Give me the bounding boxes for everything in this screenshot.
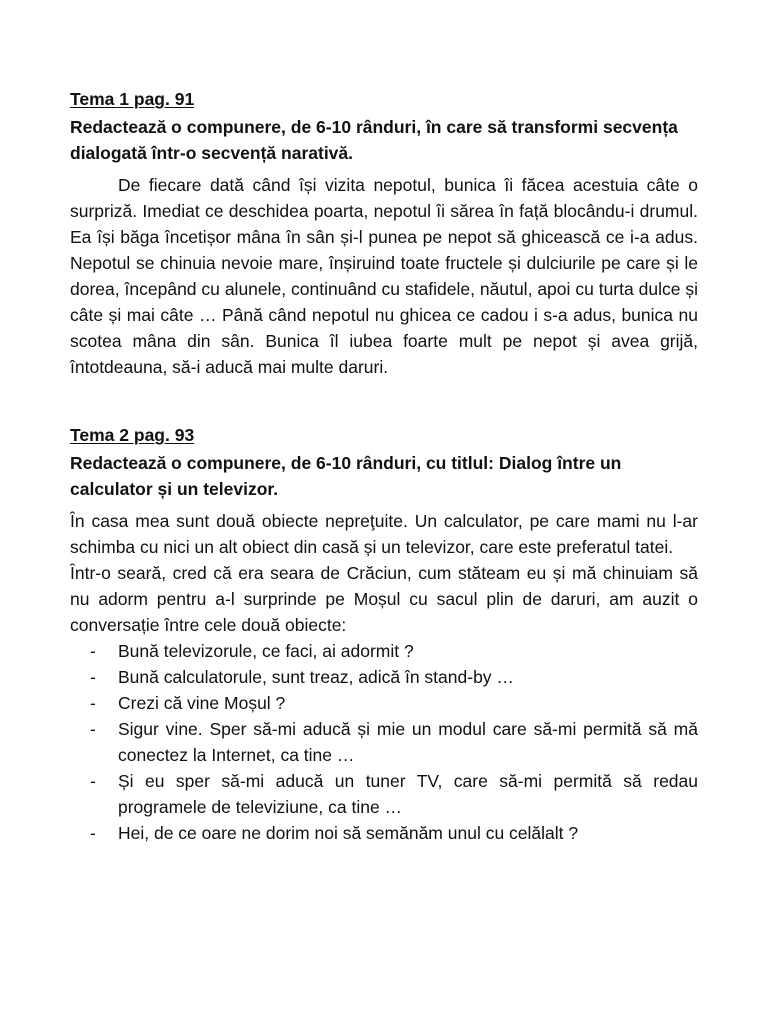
document-page (70, 86, 698, 846)
dialog-line (70, 690, 698, 716)
section-title: Tema 1 pag. 91 (70, 89, 195, 109)
section-spacer (70, 380, 698, 422)
intro-paragraph: Într-o seară, cred că era seara de Crăciun, cum stăteam eu și mă chinuiam să nu adorm pentru a-l surprinde pe Moșul cu sacul plin de daruri, am auzit o conversație între cele două obiecte: (70, 563, 698, 635)
dialog-text: Sigur vine. Sper să-mi aducă și mie un modul care să-mi permită să mă conectez la Internet, ca tine … (118, 719, 698, 765)
section-title: Tema 2 pag. 93 (70, 425, 195, 445)
dialog-text: Și eu sper să-mi aducă un tuner TV, care să-mi permită să redau programele de televiziune, ca tine … (118, 771, 698, 817)
dialog-text: Bună calculatorule, sunt treaz, adică în stand-by … (118, 667, 514, 687)
dialog-line (70, 638, 698, 664)
section-tema-1 (70, 86, 698, 380)
dialog-line (70, 716, 698, 768)
dialog-dash: - (90, 641, 96, 661)
dialog-text: Hei, de ce oare ne dorim noi să semănăm unul cu celălalt ? (118, 823, 579, 843)
dialog-line (70, 820, 698, 846)
assignment-prompt: Redactează o compunere, de 6-10 rânduri, cu titlul: Dialog între un calculator și un televizor. (70, 453, 622, 499)
dialog-list (70, 638, 698, 846)
dialog-text: Bună televizorule, ce faci, ai adormit ? (118, 641, 414, 661)
assignment-prompt: Redactează o compunere, de 6-10 rânduri, în care să transformi secvența dialogată într-o secvență narativă. (70, 117, 678, 163)
section-tema-2 (70, 422, 698, 846)
intro-paragraph: În casa mea sunt două obiecte nepreţuite. Un calculator, pe care mami nu l-ar schimba cu nici un alt obiect din casă și un televizor, care este preferatul tatei. (70, 511, 698, 557)
dialog-dash: - (90, 771, 96, 791)
dialog-dash: - (90, 719, 96, 739)
dialog-line (70, 768, 698, 820)
dialog-dash: - (90, 667, 96, 687)
dialog-text: Crezi că vine Moșul ? (118, 693, 286, 713)
dialog-dash: - (90, 693, 96, 713)
dialog-line (70, 664, 698, 690)
dialog-dash: - (90, 823, 96, 843)
narrative-paragraph: De fiecare dată când își vizita nepotul, bunica îi făcea acestuia câte o surpriză. Imediat ce deschidea poarta, nepotul îi sărea în față blocându-i drumul. Ea își băga încetișor mâna în sân și-l punea pe nepot să ghicească ce i-a adus. Nepotul se chinuia nevoie mare, înșiruind toate fructele și dulciurile pe care și le dorea, începând cu alunele, continuând cu stafidele, năutul, apoi cu turta dulce și câte și mai câte … Până când nepotul nu ghicea ce cadou i s-a adus, bunica nu scotea mâna din sân. Bunica îl iubea foarte mult pe nepot și avea grijă, întotdeauna, să-i aducă mai multe daruri. (70, 175, 698, 377)
